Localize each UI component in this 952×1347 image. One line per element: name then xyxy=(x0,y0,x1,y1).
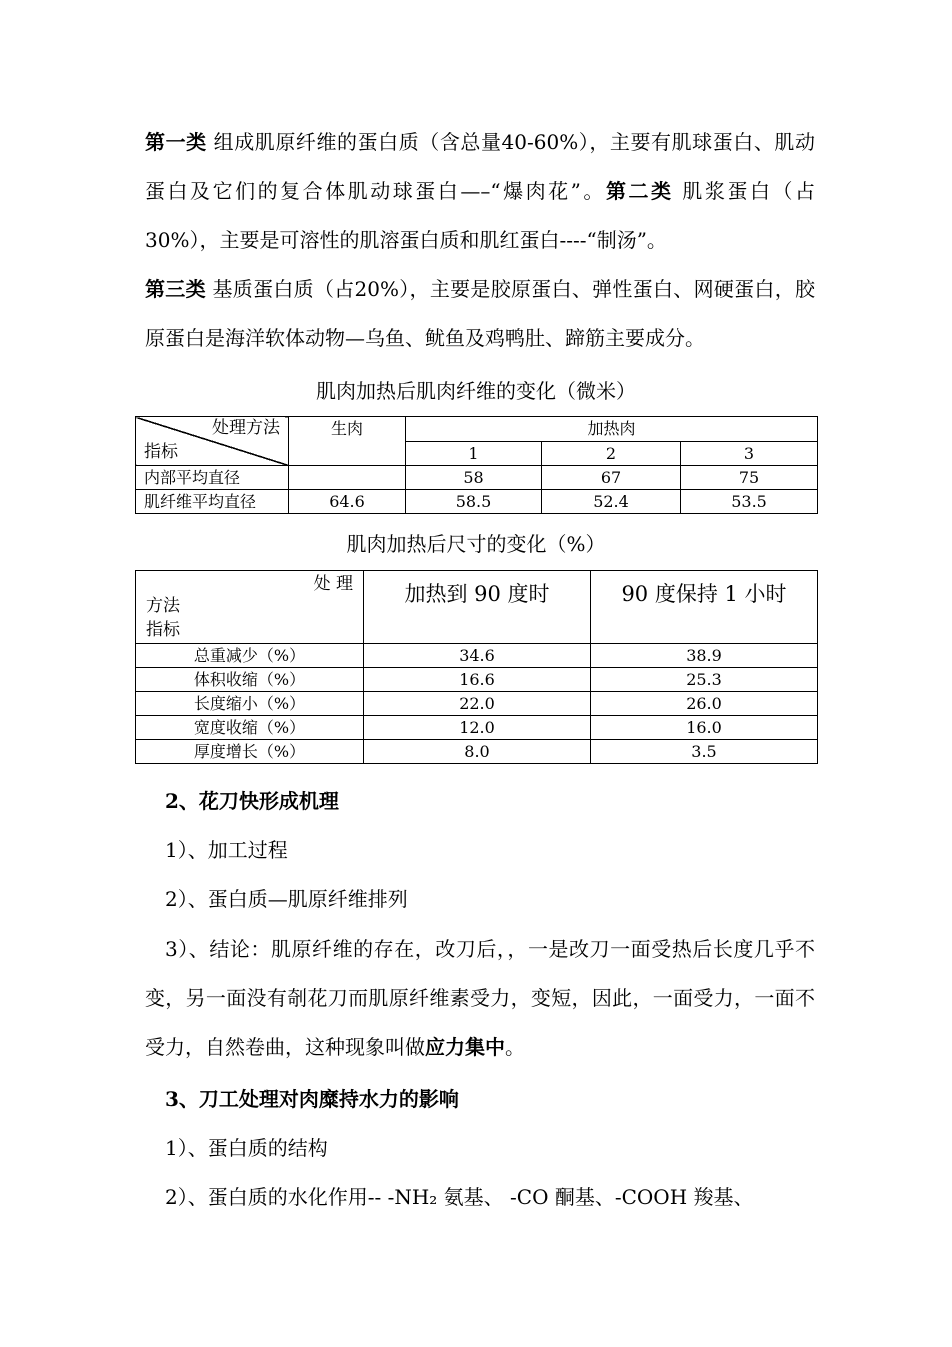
section3-item1: 1）、蛋白质的结构 xyxy=(165,1136,328,1160)
table1-caption: 肌肉加热后肌肉纤维的变化（微米） xyxy=(316,379,636,403)
row-label: 肌纤维平均直径 xyxy=(136,490,289,514)
table1-subcol: 1 xyxy=(406,441,542,466)
cell-value: 53.5 xyxy=(681,490,818,514)
section3-title: 3、刀工处理对肉糜持水力的影响 xyxy=(165,1087,459,1111)
cell-raw xyxy=(289,466,406,490)
table1-col-raw: 生肉 xyxy=(289,417,406,466)
cell-value: 67 xyxy=(542,466,681,490)
table2-header-cell xyxy=(136,571,364,644)
table-row xyxy=(136,740,818,764)
cell-value: 26.0 xyxy=(591,692,818,716)
conclusion-text: 3）、结论：肌原纤维的存在，改刀后，，一是改刀一面受热后长度几乎不变，另一面没有剞花刀而肌原纤维素受力，变短，因此，一面受力，一面不受力，自然卷曲，这种现象叫做 xyxy=(145,937,815,1059)
row-label: 宽度收缩（%） xyxy=(136,716,364,740)
cell-raw: 64.6 xyxy=(289,490,406,514)
cell-value: 34.6 xyxy=(364,644,591,668)
table1-subcol: 2 xyxy=(542,441,681,466)
table2-header-index: 指标 xyxy=(146,620,180,640)
table1-subcol: 3 xyxy=(681,441,818,466)
cell-value: 22.0 xyxy=(364,692,591,716)
row-label: 内部平均直径 xyxy=(136,466,289,490)
table-row xyxy=(136,490,818,514)
category-3-label: 第三类 xyxy=(145,277,206,301)
cell-value: 25.3 xyxy=(591,668,818,692)
stress-concentration-term: 应力集中 xyxy=(425,1035,505,1059)
table1-header-method: 处理方法 xyxy=(212,418,280,438)
table2-header-fangfa: 方法 xyxy=(146,596,180,616)
table2-caption: 肌肉加热后尺寸的变化（%） xyxy=(346,532,606,556)
section2-title: 2、花刀快形成机理 xyxy=(165,789,339,813)
table2-col-b: 90 度保持 1 小时 xyxy=(591,571,818,644)
fiber-change-table xyxy=(135,416,818,514)
table-row xyxy=(136,644,818,668)
cell-value: 16.6 xyxy=(364,668,591,692)
cell-value: 38.9 xyxy=(591,644,818,668)
table-row xyxy=(136,716,818,740)
cell-value: 58 xyxy=(406,466,542,490)
category-2-text: 肌浆蛋白（占30%），主要是可溶性的肌溶蛋白质和肌红蛋白----“制汤”。 xyxy=(145,179,816,252)
section2-item1: 1）、加工过程 xyxy=(165,838,288,862)
size-change-table xyxy=(135,570,818,764)
category-1-label: 第一类 xyxy=(145,130,207,154)
table1-header-diagonal-cell xyxy=(136,417,289,466)
category-2-label: 第二类 xyxy=(605,179,674,203)
cell-value: 75 xyxy=(681,466,818,490)
section2-item3 xyxy=(145,925,815,1072)
section3-item2: 2）、蛋白质的水化作用-- -NH₂ 氨基、 -CO 酮基、-COOH 羧基、 xyxy=(165,1185,754,1209)
table1-col-heated: 加热肉 xyxy=(406,417,818,442)
row-label: 长度缩小（%） xyxy=(136,692,364,716)
cell-value: 3.5 xyxy=(591,740,818,764)
cell-value: 8.0 xyxy=(364,740,591,764)
row-label: 体积收缩（%） xyxy=(136,668,364,692)
table1-header-index: 指标 xyxy=(144,442,178,462)
table2-col-a: 加热到 90 度时 xyxy=(364,571,591,644)
table-row xyxy=(136,466,818,490)
table-row xyxy=(136,692,818,716)
category-3-text: 基质蛋白质（占20%），主要是胶原蛋白、弹性蛋白、网硬蛋白，胶原蛋白是海洋软体动物—乌鱼、鱿鱼及鸡鸭肚、蹄筋主要成分。 xyxy=(145,277,816,350)
cell-value: 52.4 xyxy=(542,490,681,514)
conclusion-end: 。 xyxy=(505,1035,525,1059)
cell-value: 16.0 xyxy=(591,716,818,740)
category-1-text: 组成肌原纤维的蛋白质（含总量40-60%），主要有肌球蛋白、肌动蛋白及它们的复合体肌动球蛋白—–“爆肉花”。 xyxy=(145,130,815,203)
row-label: 总重减少（%） xyxy=(136,644,364,668)
row-label: 厚度增长（%） xyxy=(136,740,364,764)
cell-value: 12.0 xyxy=(364,716,591,740)
cell-value: 58.5 xyxy=(406,490,542,514)
table-row xyxy=(136,668,818,692)
intro-paragraph xyxy=(145,118,815,363)
table2-header-chu: 处 理 xyxy=(313,574,353,594)
section2-item2: 2）、蛋白质—肌原纤维排列 xyxy=(165,887,408,911)
